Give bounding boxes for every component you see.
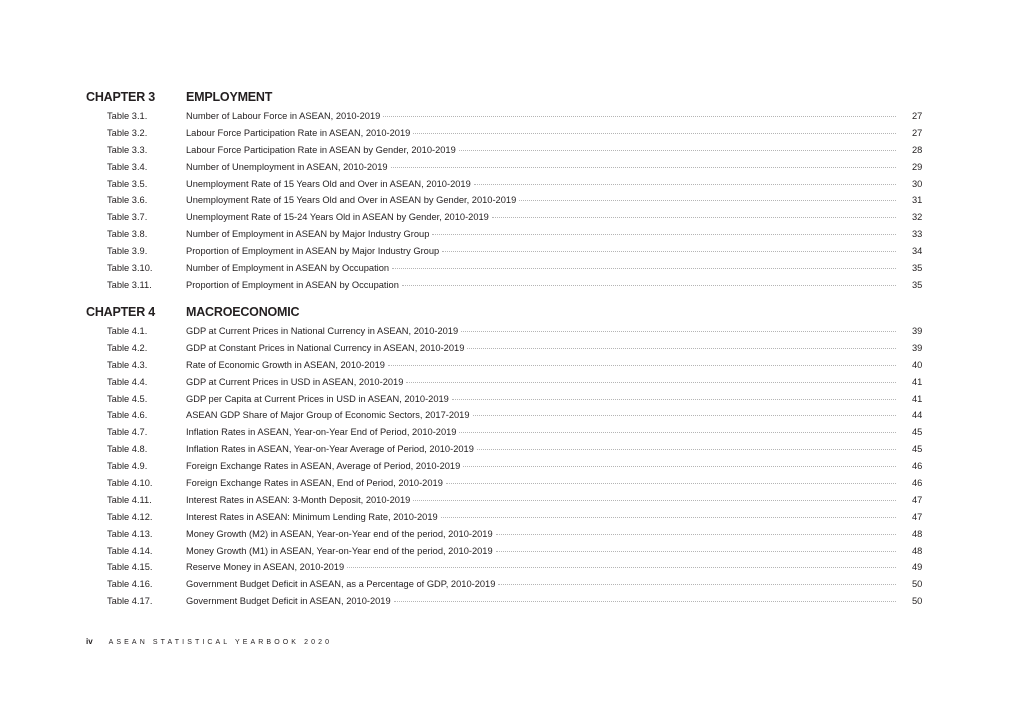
toc-table-title[interactable]: Number of Employment in ASEAN by Major Industry Group [186, 229, 430, 240]
toc-row[interactable] [0, 142, 1024, 159]
toc-page-number[interactable]: 50 [912, 579, 923, 590]
toc-dot-leader [474, 184, 896, 185]
chapter-label: CHAPTER 3 [86, 90, 156, 104]
toc-row[interactable] [0, 458, 1024, 475]
toc-table-title[interactable]: Foreign Exchange Rates in ASEAN, End of Period, 2010-2019 [186, 478, 443, 489]
toc-page-number[interactable]: 46 [912, 478, 923, 489]
toc-dot-leader [394, 601, 896, 602]
toc-table-number: Table 4.10. [107, 478, 153, 489]
toc-row[interactable] [0, 277, 1024, 294]
toc-table-number: Table 3.6. [107, 195, 148, 206]
footer-publication-title: ASEAN STATISTICAL YEARBOOK 2020 [108, 639, 333, 646]
toc-entry [186, 391, 898, 408]
toc-row[interactable] [0, 226, 1024, 243]
toc-entry [186, 407, 898, 424]
toc-page-number[interactable]: 28 [912, 144, 923, 155]
toc-entry [186, 192, 898, 209]
chapter-label: CHAPTER 4 [86, 305, 156, 319]
toc-entry [186, 475, 898, 492]
toc-entry [186, 576, 898, 593]
chapter-3-heading [0, 90, 1024, 108]
toc-entry [186, 108, 898, 125]
toc-table-title[interactable]: Interest Rates in ASEAN: 3-Month Deposit, 2010-2019 [186, 494, 411, 505]
toc-table-number: Table 3.7. [107, 212, 148, 223]
toc-page-number[interactable]: 39 [912, 326, 923, 336]
toc-table-title[interactable]: Proportion of Employment in ASEAN by Major Industry Group [186, 246, 440, 257]
toc-table-number: Table 4.15. [107, 562, 153, 573]
toc-table-number: Table 4.12. [107, 511, 153, 522]
toc-row[interactable] [0, 243, 1024, 260]
toc-page-number[interactable]: 35 [912, 263, 923, 274]
toc-table-number: Table 4.11. [107, 494, 152, 505]
toc-row[interactable] [0, 192, 1024, 209]
toc-table-title[interactable]: Proportion of Employment in ASEAN by Occupation [186, 279, 399, 290]
chapter-3-section [0, 90, 1024, 294]
toc-entry [186, 543, 898, 560]
toc-table-number: Table 4.6. [107, 410, 148, 421]
toc-table-title[interactable]: Reserve Money in ASEAN, 2010-2019 [186, 562, 345, 573]
toc-entry [186, 243, 898, 260]
toc-page-number[interactable]: 40 [912, 359, 923, 370]
toc-entry [186, 142, 898, 159]
toc-dot-leader [459, 150, 896, 151]
toc-table-title[interactable]: Foreign Exchange Rates in ASEAN, Average of Period, 2010-2019 [186, 461, 461, 472]
toc-dot-leader [413, 133, 896, 134]
toc-page-number[interactable]: 47 [912, 511, 923, 522]
toc-row[interactable] [0, 323, 1024, 340]
toc-entry [186, 340, 898, 357]
toc-page-number[interactable]: 49 [912, 562, 923, 573]
toc-table-title[interactable]: Rate of Economic Growth in ASEAN, 2010-2019 [186, 359, 385, 370]
toc-page-number[interactable]: 47 [912, 494, 923, 505]
toc-table-number: Table 4.14. [107, 545, 153, 556]
toc-table-title[interactable]: Inflation Rates in ASEAN, Year-on-Year End of Period, 2010-2019 [186, 427, 457, 438]
toc-table-number: Table 4.7. [107, 427, 148, 438]
toc-row[interactable] [0, 509, 1024, 526]
toc-table-title[interactable]: Unemployment Rate of 15 Years Old and Over in ASEAN, 2010-2019 [186, 178, 471, 189]
toc-table-number: Table 4.4. [107, 376, 148, 387]
toc-dot-leader [441, 517, 896, 518]
toc-row[interactable] [0, 108, 1024, 125]
chapter-4-toc-list [0, 323, 1024, 610]
toc-dot-leader [391, 167, 896, 168]
toc-table-title[interactable]: Government Budget Deficit in ASEAN, as a Percentage of GDP, 2010-2019 [186, 579, 496, 590]
toc-page-number[interactable]: 29 [912, 161, 923, 172]
toc-table-number: Table 3.11. [107, 279, 152, 290]
toc-page-number[interactable]: 45 [912, 427, 923, 438]
toc-dot-leader [388, 365, 896, 366]
toc-row[interactable] [0, 260, 1024, 277]
toc-table-title[interactable]: Money Growth (M2) in ASEAN, Year-on-Year end of the period, 2010-2019 [186, 528, 493, 539]
toc-table-number: Table 3.5. [107, 178, 148, 189]
toc-entry [186, 593, 898, 610]
toc-entry [186, 357, 898, 374]
toc-dot-leader [496, 534, 896, 535]
toc-table-number: Table 3.8. [107, 229, 148, 240]
toc-entry [186, 159, 898, 176]
chapter-4-heading [0, 305, 1024, 323]
toc-entry [186, 458, 898, 475]
toc-page-number[interactable]: 33 [912, 229, 923, 240]
toc-dot-leader [446, 483, 896, 484]
toc-dot-leader [402, 285, 896, 286]
toc-row[interactable] [0, 526, 1024, 543]
toc-row[interactable] [0, 492, 1024, 509]
toc-table-number: Table 3.2. [107, 127, 148, 138]
toc-table-title[interactable]: Number of Employment in ASEAN by Occupation [186, 263, 390, 274]
toc-page-number[interactable]: 39 [912, 342, 923, 353]
toc-row[interactable] [0, 407, 1024, 424]
toc-page-number[interactable]: 35 [912, 279, 923, 290]
toc-table-title[interactable]: Inflation Rates in ASEAN, Year-on-Year Average of Period, 2010-2019 [186, 444, 474, 455]
toc-row[interactable] [0, 475, 1024, 492]
toc-entry [186, 441, 898, 458]
toc-table-number: Table 4.3. [107, 359, 148, 370]
toc-row[interactable] [0, 374, 1024, 391]
toc-dot-leader [496, 551, 896, 552]
toc-table-title[interactable]: Number of Labour Force in ASEAN, 2010-2019 [186, 111, 381, 121]
toc-table-number: Table 3.1. [107, 111, 148, 121]
toc-table-title[interactable]: Labour Force Participation Rate in ASEAN by Gender, 2010-2019 [186, 144, 456, 155]
toc-row[interactable] [0, 441, 1024, 458]
toc-page-number[interactable]: 31 [912, 195, 923, 206]
toc-table-title[interactable]: GDP at Constant Prices in National Currency in ASEAN, 2010-2019 [186, 342, 465, 353]
toc-entry [186, 209, 898, 226]
toc-entry [186, 424, 898, 441]
toc-table-number: Table 4.1. [107, 326, 148, 336]
chapter-4-section [0, 305, 1024, 610]
toc-dot-leader [492, 217, 896, 218]
chapter-3-toc-list [0, 108, 1024, 294]
toc-table-number: Table 3.4. [107, 161, 148, 172]
toc-entry [186, 559, 898, 576]
toc-page-number[interactable]: 44 [912, 410, 923, 421]
toc-row[interactable] [0, 176, 1024, 193]
chapter-title: EMPLOYMENT [186, 90, 273, 104]
toc-dot-leader [406, 382, 896, 383]
chapter-title: MACROECONOMIC [186, 305, 300, 319]
toc-table-title[interactable]: Labour Force Participation Rate in ASEAN, 2010-2019 [186, 127, 411, 138]
page-footer [86, 637, 332, 648]
toc-row[interactable] [0, 159, 1024, 176]
toc-dot-leader [442, 251, 896, 252]
toc-row[interactable] [0, 576, 1024, 593]
toc-table-number: Table 3.3. [107, 144, 148, 155]
toc-page-number[interactable]: 27 [912, 111, 923, 121]
toc-entry [186, 509, 898, 526]
toc-entry [186, 492, 898, 509]
toc-page-number[interactable]: 41 [912, 376, 923, 387]
toc-row[interactable] [0, 424, 1024, 441]
toc-page-number[interactable]: 41 [912, 393, 923, 404]
toc-dot-leader [463, 466, 896, 467]
toc-dot-leader [347, 567, 896, 568]
toc-row[interactable] [0, 593, 1024, 610]
toc-table-title[interactable]: Unemployment Rate of 15-24 Years Old in ASEAN by Gender, 2010-2019 [186, 212, 489, 223]
toc-page-number[interactable]: 32 [912, 212, 923, 223]
toc-table-number: Table 4.5. [107, 393, 148, 404]
toc-table-number: Table 4.2. [107, 342, 148, 353]
toc-page-number[interactable]: 50 [912, 596, 923, 607]
toc-entry [186, 526, 898, 543]
toc-table-title[interactable]: Interest Rates in ASEAN: Minimum Lending Rate, 2010-2019 [186, 511, 438, 522]
toc-table-title[interactable]: GDP per Capita at Current Prices in USD in ASEAN, 2010-2019 [186, 393, 449, 404]
toc-page-number[interactable]: 45 [912, 444, 923, 455]
toc-table-number: Table 3.10. [107, 263, 153, 274]
toc-row[interactable] [0, 559, 1024, 576]
toc-row[interactable] [0, 391, 1024, 408]
toc-table-title[interactable]: GDP at Current Prices in National Currency in ASEAN, 2010-2019 [186, 326, 459, 336]
toc-entry [186, 277, 898, 294]
toc-page-number[interactable]: 30 [912, 178, 923, 189]
toc-entry [186, 125, 898, 142]
toc-table-title[interactable]: ASEAN GDP Share of Major Group of Economic Sectors, 2017-2019 [186, 410, 470, 421]
toc-table-number: Table 4.17. [107, 596, 153, 607]
toc-dot-leader [498, 584, 896, 585]
toc-table-number: Table 4.8. [107, 444, 148, 455]
toc-page-number[interactable]: 46 [912, 461, 923, 472]
toc-dot-leader [473, 415, 896, 416]
toc-dot-leader [413, 500, 896, 501]
toc-page-number[interactable]: 48 [912, 528, 923, 539]
toc-entry [186, 176, 898, 193]
toc-dot-leader [459, 432, 896, 433]
toc-row[interactable] [0, 357, 1024, 374]
toc-page-number[interactable]: 34 [912, 246, 923, 257]
toc-row[interactable] [0, 125, 1024, 142]
toc-entry [186, 226, 898, 243]
toc-dot-leader [461, 331, 896, 332]
toc-table-title[interactable]: Government Budget Deficit in ASEAN, 2010-2019 [186, 596, 391, 607]
toc-entry [186, 374, 898, 391]
toc-page-number[interactable]: 48 [912, 545, 923, 556]
toc-table-number: Table 3.9. [107, 246, 148, 257]
toc-entry [186, 260, 898, 277]
toc-table-title[interactable]: Unemployment Rate of 15 Years Old and Over in ASEAN by Gender, 2010-2019 [186, 195, 517, 206]
toc-dot-leader [477, 449, 896, 450]
toc-row[interactable] [0, 340, 1024, 357]
toc-table-number: Table 4.13. [107, 528, 153, 539]
toc-table-title[interactable]: Number of Unemployment in ASEAN, 2010-2019 [186, 161, 388, 172]
toc-table-title[interactable]: Money Growth (M1) in ASEAN, Year-on-Year end of the period, 2010-2019 [186, 545, 493, 556]
toc-dot-leader [432, 234, 896, 235]
toc-page-number[interactable]: 27 [912, 127, 923, 138]
toc-dot-leader [467, 348, 896, 349]
toc-dot-leader [452, 399, 896, 400]
toc-table-number: Table 4.9. [107, 461, 148, 472]
toc-table-number: Table 4.16. [107, 579, 153, 590]
toc-table-title[interactable]: GDP at Current Prices in USD in ASEAN, 2010-2019 [186, 376, 404, 387]
footer-page-number: iv [86, 637, 93, 646]
toc-dot-leader [519, 200, 896, 201]
toc-dot-leader [383, 116, 896, 117]
toc-row[interactable] [0, 543, 1024, 560]
toc-entry [186, 323, 898, 340]
toc-dot-leader [392, 268, 896, 269]
toc-row[interactable] [0, 209, 1024, 226]
